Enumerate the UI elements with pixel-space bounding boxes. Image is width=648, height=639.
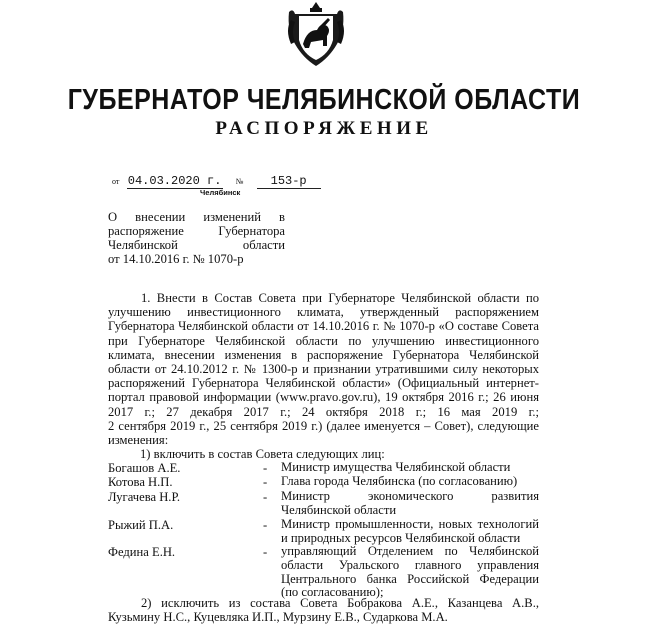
include-heading: 1) включить в состав Совета следующих лиц: (140, 447, 385, 461)
position-line: Министр экономического развития (281, 489, 539, 503)
member-position (281, 461, 539, 475)
paragraph-line: улучшению инвестиционного климата, утвержденный распоряжением (108, 305, 539, 320)
member-dash: - (263, 545, 268, 559)
paragraph-line: 2) исключить из состава Совета Бобракова А.Е., Казанцева А.В., (141, 596, 539, 610)
member-name: Федина Е.Н. (108, 545, 176, 559)
paragraph-line: климата, внесении изменения в распоряжение Губернатора Челябинской (108, 347, 539, 362)
governor-title: ГУБЕРНАТОР ЧЕЛЯБИНСКОЙ ОБЛАСТИ (67, 83, 581, 117)
member-dash: - (263, 475, 268, 489)
position-line: Челябинской области (281, 502, 397, 517)
paragraph-line: распоряжений Губернатора Челябинской области» (Официальный интернет- (108, 376, 539, 391)
member-name: Рыжий П.А. (108, 518, 174, 532)
coat-of-arms-emblem (283, 0, 349, 72)
paragraph-line: Губернатора Челябинской области от 14.10.2016 г. № 1070-р «О составе Совета (108, 319, 539, 334)
number-prefix: № (235, 177, 244, 186)
document-type: РАСПОРЯЖЕНИЕ (215, 118, 433, 139)
date-prefix: от (112, 177, 120, 186)
subject-line: О внесении изменений в (108, 210, 285, 224)
subject-line: распоряжение Губернатора (108, 224, 285, 238)
position-line: Центрального банка Российской Федерации (281, 571, 539, 586)
position-line: управляющий Отделением по Челябинской (281, 544, 539, 558)
paragraph-line: портал правовой информации (www.pravo.gov.ru), 19 октября 2016 г.; 26 июня (108, 390, 539, 405)
position-line: (по согласованию); (281, 585, 384, 600)
document-number: 153-р (257, 174, 321, 189)
paragraph-line: изменения: (108, 433, 169, 448)
member-position (281, 545, 539, 600)
position-line: Глава города Челябинска (по согласованию) (281, 474, 518, 488)
position-line: Министр промышленности, новых технологий (281, 517, 539, 531)
member-position (281, 475, 539, 489)
paragraph-1 (108, 291, 539, 447)
subject-line: от 14.10.2016 г. № 1070-р (108, 252, 244, 266)
paragraph-line: при Губернаторе Челябинской области по улучшению инвестиционного (108, 333, 539, 348)
position-line: области Уральского главного управления (281, 557, 539, 572)
paragraph-line: области от 24.10.2012 г. № 1300-р и признании утратившими силу некоторых (108, 362, 539, 377)
document-subject (108, 210, 285, 266)
member-name: Богашов А.Е. (108, 461, 181, 475)
position-line: Министр имущества Челябинской области (281, 460, 511, 474)
member-name: Котова Н.П. (108, 475, 173, 489)
member-position (281, 518, 539, 546)
position-line: и природных ресурсов Челябинской области (281, 530, 521, 545)
member-position (281, 490, 539, 518)
paragraph-line: Кузьмину Н.С., Куцевляка И.П., Мурзину Е.В., Сударкова М.А. (108, 610, 448, 625)
paragraph-exclude (108, 596, 539, 624)
member-name: Лугачева Н.Р. (108, 490, 181, 504)
subject-line: Челябинской области (108, 238, 285, 252)
paragraph-line: 1. Внести в Состав Совета при Губернаторе Челябинской области по (141, 291, 539, 305)
member-dash: - (263, 490, 268, 504)
issue-city: Челябинск (200, 188, 241, 197)
paragraph-line: 2 сентября 2019 г., 25 сентября 2019 г.) (далее именуется – Совет), следующие (108, 418, 539, 433)
paragraph-line: 2017 г.; 27 декабря 2017 г.; 24 октября 2018 г.; 16 мая 2019 г.; (108, 404, 539, 419)
date-number-line (112, 174, 321, 189)
member-dash: - (263, 461, 268, 475)
member-dash: - (263, 518, 268, 532)
document-date: 04.03.2020 г. (127, 174, 222, 188)
